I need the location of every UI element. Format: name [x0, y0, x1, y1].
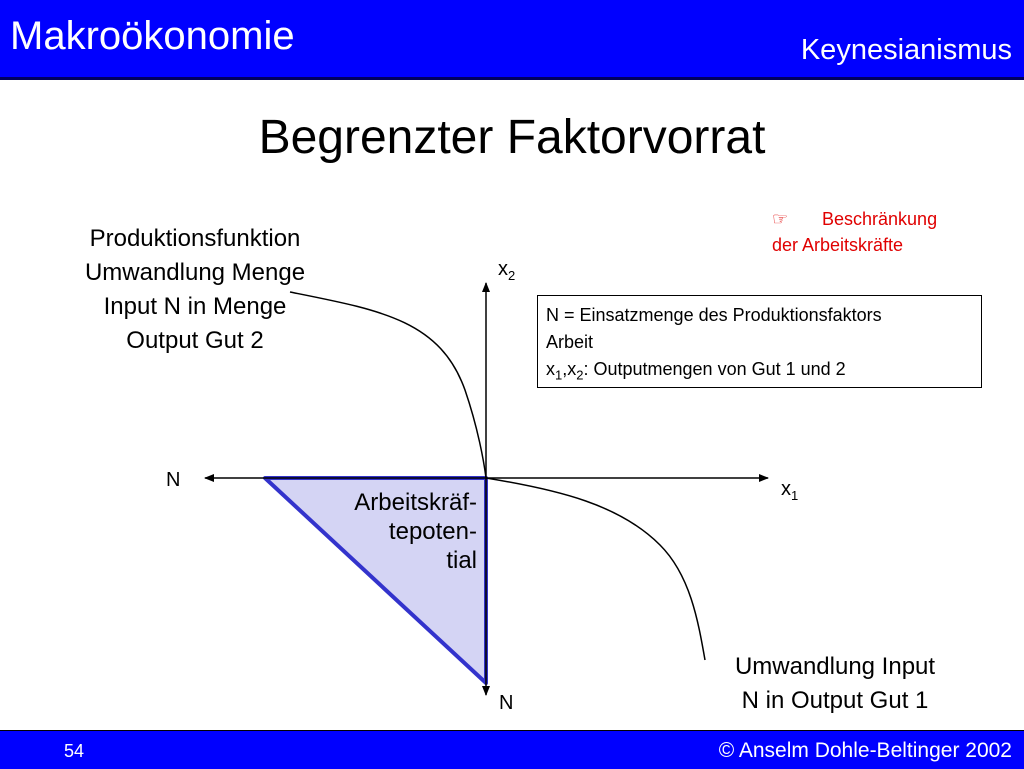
section-title: Keynesianismus	[800, 34, 1012, 66]
course-title: Makroökonomie	[10, 14, 295, 58]
label-line-4: Output Gut 2	[126, 327, 264, 354]
n-axis-label-bottom: N	[499, 692, 514, 714]
note-line-2: der Arbeitskräfte	[772, 235, 904, 255]
x2-axis-label: $x_2$	[498, 258, 516, 283]
hand-pointer-icon: ☞	[772, 209, 789, 229]
footer-bar	[0, 730, 1024, 769]
def-line-1: N = Einsatzmenge des Produktionsfaktors	[546, 305, 882, 325]
n-axis-label-left: N	[166, 469, 181, 491]
note-line-1: Beschränkung	[822, 209, 938, 229]
def-line-3: $x_1,x_2$: Outputmengen von Gut 1 und 2	[546, 359, 846, 383]
slide-title: Begrenzter Faktorvorrat	[258, 111, 766, 164]
production-curve-good-2	[290, 292, 486, 478]
labor-potential-label: Arbeitskräf- tepoten- tial	[354, 489, 477, 574]
label-line-3: Input N in Menge	[103, 293, 287, 320]
label-line-2: Umwandlung Menge	[84, 259, 306, 286]
x1-axis-label: $x_1$	[781, 478, 799, 503]
page-number: 54	[64, 741, 85, 761]
label-line-1: Produktionsfunktion	[89, 225, 301, 252]
copyright: © Anselm Dohle-Beltinger 2002	[718, 739, 1012, 762]
conversion-good-1-label: Umwandlung Input N in Output Gut 1	[734, 653, 936, 714]
def-line-2: Arbeit	[546, 332, 594, 352]
production-curve-good-1	[486, 478, 705, 660]
